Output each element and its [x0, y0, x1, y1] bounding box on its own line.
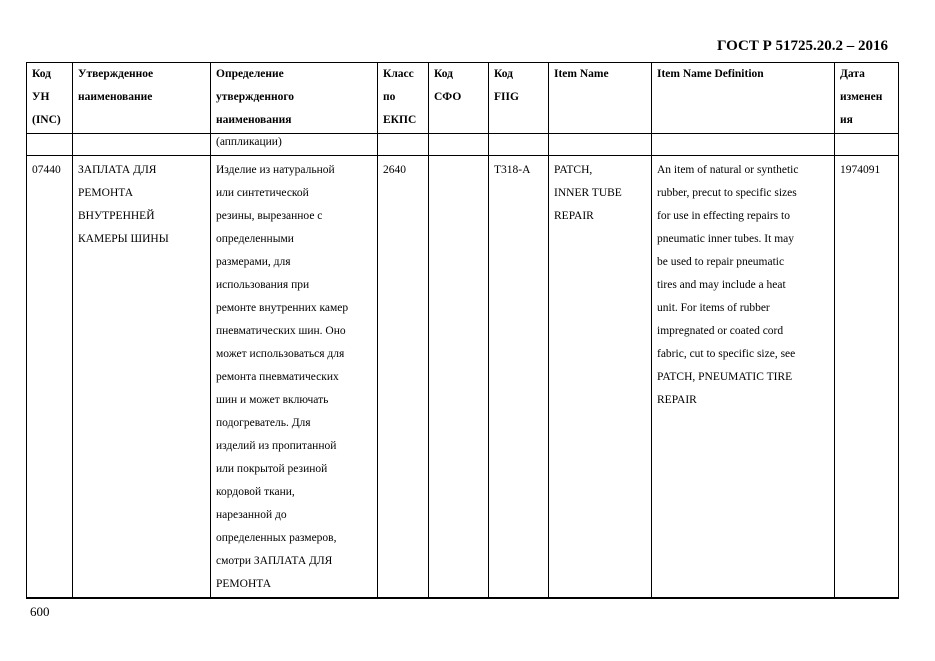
cell-inc: [27, 134, 73, 156]
cell-ekps-class: 2640: [378, 156, 429, 599]
cell-approved-name: ЗАПЛАТА ДЛЯ РЕМОНТА ВНУТРЕННЕЙ КАМЕРЫ ШИНЫ: [73, 156, 211, 599]
cell-definition: Изделие из натуральной или синтетической резины, вырезанное с определенными размерами, для использования при ремонте внутренних камер пневматических шин. Оно может использоваться для ремонта пневматических шин и может включать подогреватель. Для изделий из пропитанной или покрытой резиной кордовой ткани, нарезанной до определенных размеров, смотри ЗАПЛАТА ДЛЯ РЕМОНТА: [211, 156, 378, 599]
header-sfo-code: Код СФО: [429, 63, 489, 134]
page-number: 600: [30, 604, 50, 619]
cell-ekps-class: [378, 134, 429, 156]
header-item-name-definition: Item Name Definition: [652, 63, 835, 134]
cell-item-name: PATCH, INNER TUBE REPAIR: [549, 156, 652, 599]
header-ekps-class: Класс по ЕКПС: [378, 63, 429, 134]
cell-sfo-code: [429, 134, 489, 156]
header-approved-name: Утвержденное наименование: [73, 63, 211, 134]
table-row: [27, 156, 899, 599]
cell-item-name-definition: An item of natural or synthetic rubber, precut to specific sizes for use in effecting repairs to pneumatic inner tubes. It may be used to repair pneumatic tires and may include a heat unit. For items of rubber impregnated or coated cord fabric, cut to specific size, see PATCH, PNEUMATIC TIRE REPAIR: [652, 156, 835, 599]
table-header-row: [27, 63, 899, 134]
cell-change-date: [835, 134, 899, 156]
cell-fiig-code: [489, 134, 549, 156]
header-fiig-code: Код FIIG: [489, 63, 549, 134]
cell-inc: 07440: [27, 156, 73, 599]
cell-change-date: 1974091: [835, 156, 899, 599]
header-change-date: Дата изменен ия: [835, 63, 899, 134]
header-definition: Определение утвержденного наименования: [211, 63, 378, 134]
cell-approved-name: [73, 134, 211, 156]
document-code: ГОСТ Р 51725.20.2 – 2016: [716, 38, 888, 54]
cell-item-name-definition: [652, 134, 835, 156]
cell-item-name: [549, 134, 652, 156]
cell-fiig-code: T318-A: [489, 156, 549, 599]
classifier-table: [26, 62, 899, 599]
header-inc: Код УН (INC): [27, 63, 73, 134]
header-item-name: Item Name: [549, 63, 652, 134]
continuation-row: [27, 134, 899, 156]
cell-sfo-code: [429, 156, 489, 599]
cell-definition: (аппликации): [211, 134, 378, 156]
